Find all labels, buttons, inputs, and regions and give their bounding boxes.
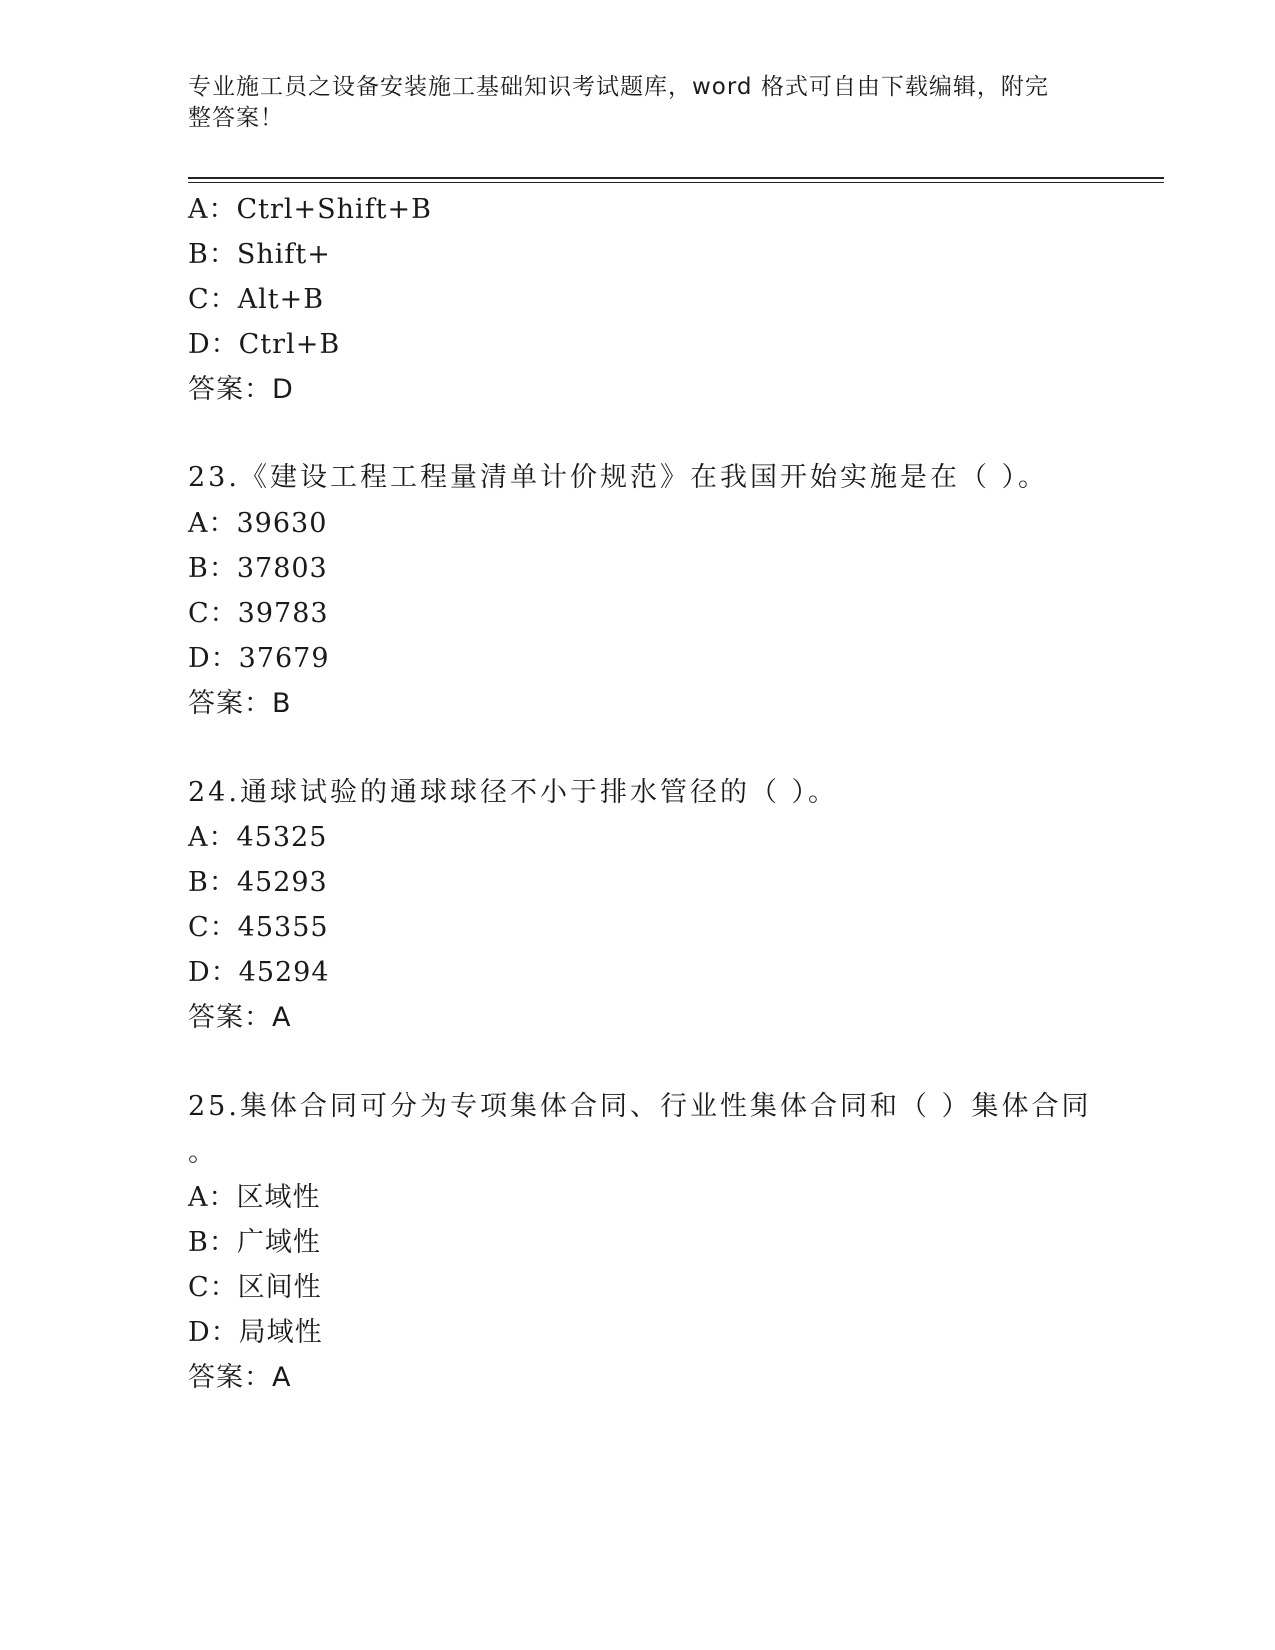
option-a: A：区域性 — [188, 1182, 321, 1213]
option-c: C：39783 — [188, 598, 329, 629]
question-text-continuation: 。 — [188, 1137, 218, 1168]
answer: 答案：B — [188, 688, 292, 719]
option-a: A：Ctrl+Shift+B — [188, 194, 433, 225]
answer: 答案：A — [188, 1362, 292, 1393]
question-text: 25.集体合同可分为专项集体合同、行业性集体合同和（ ）集体合同 — [188, 1091, 1092, 1122]
option-b: B：37803 — [188, 553, 328, 584]
header-rule-thin — [188, 182, 1164, 183]
answer: 答案：A — [188, 1002, 292, 1033]
option-c: C：区间性 — [188, 1272, 322, 1303]
option-a: A：39630 — [188, 508, 328, 539]
option-d: D：45294 — [188, 957, 330, 988]
question-text: 23.《建设工程工程量清单计价规范》在我国开始实施是在（ ）。 — [188, 462, 1049, 493]
question-text: 24.通球试验的通球球径不小于排水管径的（ ）。 — [188, 777, 839, 808]
option-c: C：Alt+B — [188, 284, 325, 315]
option-d: D：37679 — [188, 643, 330, 674]
option-b: B：Shift+ — [188, 239, 331, 270]
option-b: B：45293 — [188, 867, 328, 898]
option-c: C：45355 — [188, 912, 329, 943]
option-a: A：45325 — [188, 822, 328, 853]
option-b: B：广域性 — [188, 1227, 321, 1258]
option-d: D：Ctrl+B — [188, 329, 341, 360]
document-header: 专业施工员之设备安装施工基础知识考试题库，word 格式可自由下载编辑，附完整答案！ — [188, 74, 1049, 131]
header-rule-thick — [188, 177, 1164, 179]
option-d: D：局域性 — [188, 1317, 323, 1348]
answer: 答案：D — [188, 374, 294, 405]
